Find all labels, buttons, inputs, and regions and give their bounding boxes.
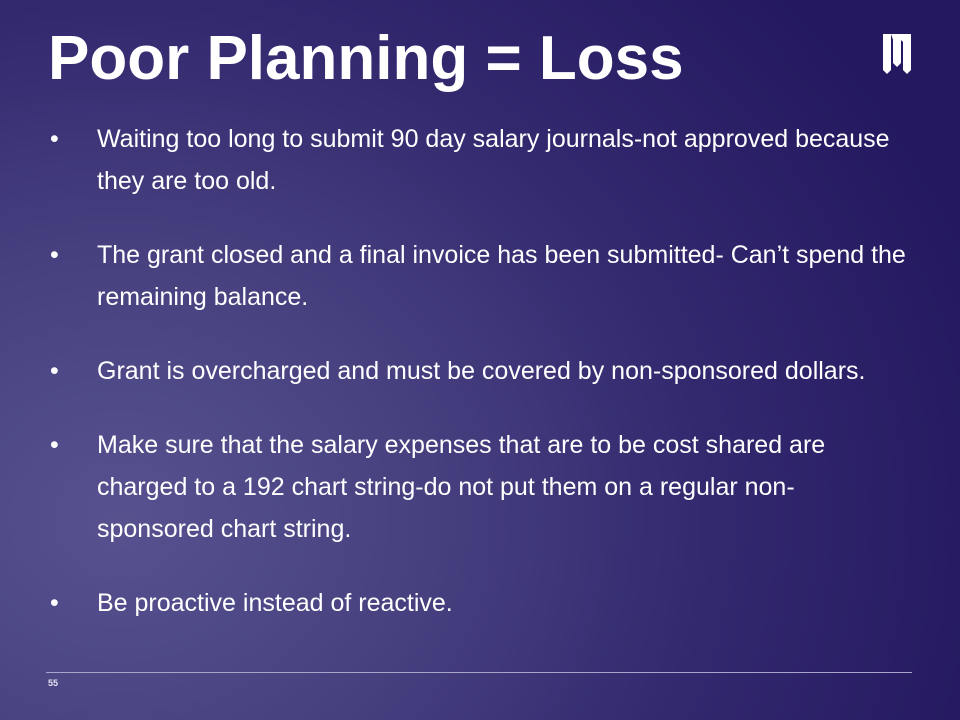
- bullet-text: Grant is overcharged and must be covered by non-sponsored dollars.: [97, 357, 866, 385]
- bullet-text: The grant closed and a final invoice has been submitted- Can’t spend the remaining balance.: [97, 241, 906, 311]
- bullet-marker: •: [50, 357, 59, 385]
- bullet-list: [50, 118, 910, 656]
- northwestern-n-logo-icon: [882, 32, 912, 76]
- bullet-marker: •: [50, 431, 59, 459]
- bullet-marker: •: [50, 589, 59, 617]
- slide-title: Poor Planning = Loss: [48, 24, 684, 93]
- bullet-item: [50, 350, 910, 392]
- page-number: 55: [48, 678, 59, 688]
- bullet-text: Make sure that the salary expenses that are to be cost shared are charged to a 192 chart string-do not put them on a regular non-sponsored chart string.: [97, 431, 826, 543]
- bullet-text: Waiting too long to submit 90 day salary journals-not approved because they are too old.: [97, 125, 890, 195]
- bullet-marker: •: [50, 241, 59, 269]
- bullet-text: Be proactive instead of reactive.: [97, 589, 453, 617]
- bullet-item: [50, 118, 910, 202]
- footer-divider: [46, 672, 912, 673]
- bullet-item: [50, 234, 910, 318]
- bullet-marker: •: [50, 125, 59, 153]
- bullet-item: [50, 424, 910, 550]
- bullet-item: [50, 582, 910, 624]
